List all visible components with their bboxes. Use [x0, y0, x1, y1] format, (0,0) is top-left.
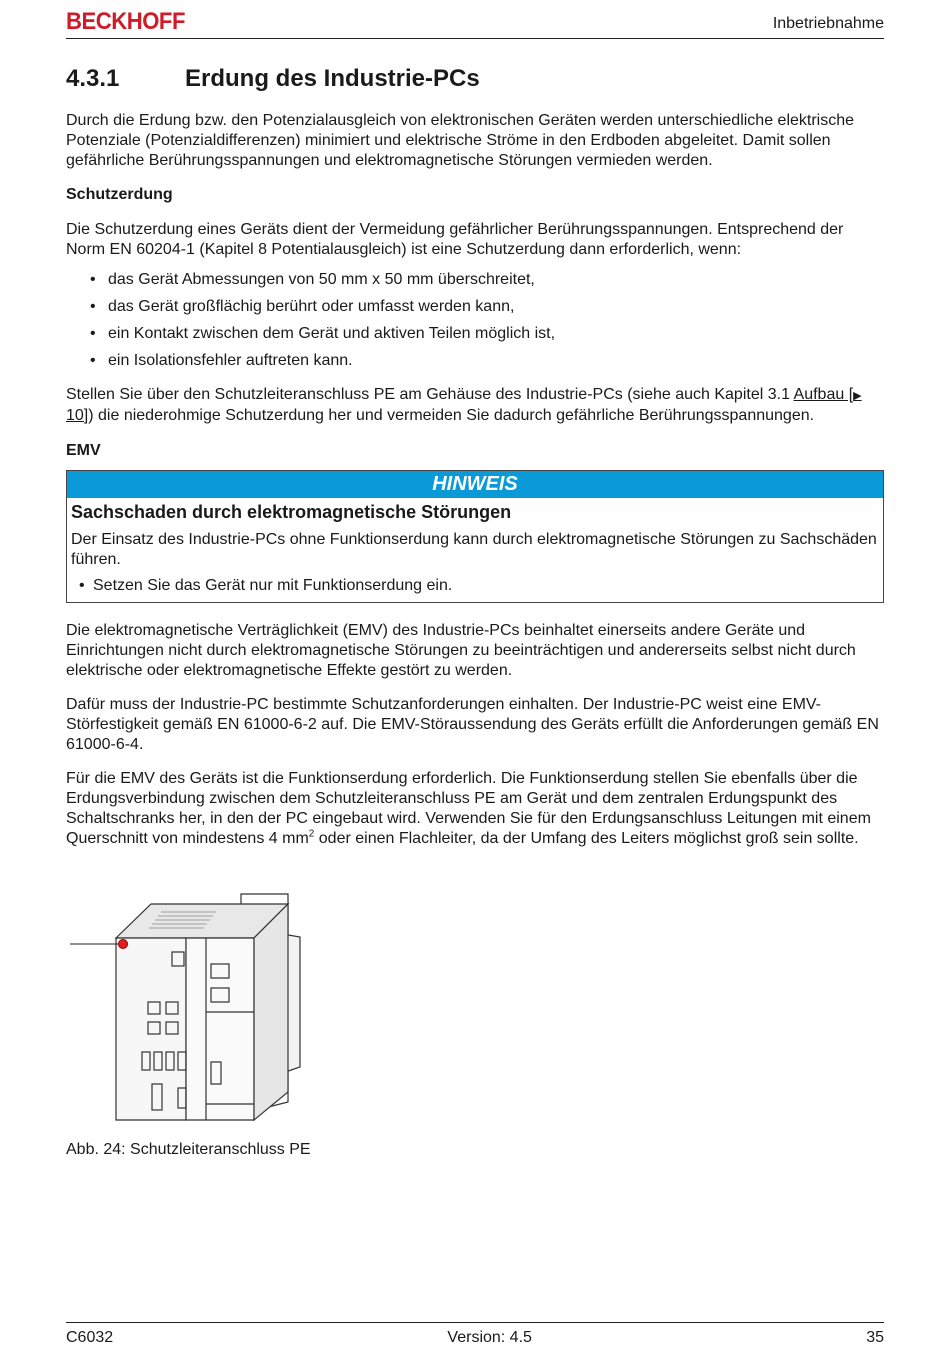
- pe-paragraph: [66, 385, 884, 426]
- emv-p3-after: oder einen Flachleiter, da der Umfang des Leiters möglichst groß sein sollte.: [314, 830, 859, 847]
- aufbau-link-page: 10]: [66, 407, 89, 424]
- pe-text-after: ) die niederohmige Schutzerdung her und vermeiden Sie dadurch gefährliche Berührungsspannungen.: [88, 407, 815, 424]
- aufbau-link-text: Aufbau [: [793, 386, 854, 403]
- emv-paragraph-3: [66, 769, 884, 849]
- superscript: 2: [308, 828, 315, 840]
- heading-number: 4.3.1: [66, 65, 120, 92]
- pe-text-before: Stellen Sie über den Schutzleiteranschluss PE am Gehäuse des Industrie-PCs (siehe auch Kapitel 3.1: [66, 386, 794, 403]
- schutzerdung-text: Die Schutzerdung eines Geräts dient der Vermeidung gefährlicher Berührungsspannungen. Entsprechend der Norm EN 60204-1 (Kapitel 8 Potentialausgleich) ist eine Schutzerdung dann erforderlich, wenn:: [66, 221, 844, 258]
- list-item: • das Gerät Abmessungen von 50 mm x 50 mm überschreitet,: [90, 270, 884, 290]
- page-header: [66, 8, 884, 39]
- schutzerdung-heading: Schutzerdung: [66, 186, 173, 203]
- emv-heading: EMV: [66, 442, 101, 459]
- pe-marker-icon: [119, 940, 128, 949]
- list-item: • ein Kontakt zwischen dem Gerät und aktiven Teilen möglich ist,: [90, 324, 884, 344]
- intro-paragraph: Durch die Erdung bzw. den Potenzialausgleich von elektronischen Geräten werden unterschiedliche elektrische Potenziale (Potenzialdifferenzen) minimiert und elektrische Ströme in den Erdboden abgeleitet. Damit sollen gefährliche Berührungsspannungen und elektromagnetische Störungen vermieden werden.: [66, 112, 855, 169]
- notice-label: HINWEIS: [67, 471, 883, 498]
- list-item: • das Gerät großflächig berührt oder umfasst werden kann,: [90, 297, 884, 317]
- notice-text: Der Einsatz des Industrie-PCs ohne Funktionserdung kann durch elektromagnetische Störungen zu Sachschäden führen.: [71, 531, 877, 568]
- emv-paragraph-1: Die elektromagnetische Verträglichkeit (EMV) des Industrie-PCs beinhaltet einerseits andere Geräte und Einrichtungen nicht durch elektromagnetische Störungen zu beeinträchtigen und andererseits selbst nicht durch elektrische oder elektromagnetische Effekte gestört zu werden.: [66, 622, 856, 679]
- industrial-pc-illustration: [66, 892, 306, 1127]
- footer-product: C6032: [66, 1329, 114, 1346]
- emv-p3-before: Für die EMV des Geräts ist die Funktionserdung erforderlich. Die Funktionserdung stellen Sie ebenfalls über die Erdungsverbindung zwischen dem Schutzleiteranschluss PE am Gerät und dem zentralen Erdungspunkt des Schaltschranks her, in den der PC eingebaut wird. Verwenden Sie für den Erdungsanschluss Leitungen mit einem Querschnitt von mindestens 4 mm: [66, 770, 871, 847]
- notice-title: Sachschaden durch elektromagnetische Störungen: [71, 502, 512, 522]
- page-footer: [66, 1322, 884, 1347]
- notice-body: [67, 498, 883, 602]
- section-heading: [66, 64, 884, 94]
- figure-caption: Abb. 24: Schutzleiteranschluss PE: [66, 1141, 311, 1158]
- ipc-figure: [66, 892, 306, 1127]
- list-item: • ein Isolationsfehler auftreten kann.: [90, 351, 884, 371]
- link-arrow-icon: ▶: [853, 390, 862, 402]
- heading-title: Erdung des Industrie-PCs: [185, 65, 480, 92]
- beckhoff-logo: BECKHOFF: [66, 8, 185, 35]
- emv-paragraph-2: Dafür muss der Industrie-PC bestimmte Schutzanforderungen einhalten. Der Industrie-PC weist eine EMV-Störfestigkeit gemäß EN 61000-6-2 auf. Die EMV-Störaussendung des Geräts erfüllt die Anforderungen gemäß EN 61000-6-4.: [66, 696, 879, 753]
- page-content: [66, 64, 884, 863]
- footer-page-number: 35: [866, 1329, 884, 1346]
- notice-list: [71, 576, 879, 596]
- footer-version: Version: 4.5: [447, 1329, 532, 1346]
- schutzerdung-list: [66, 270, 884, 371]
- notice-box: [66, 470, 884, 603]
- section-name: Inbetriebnahme: [772, 15, 884, 32]
- notice-list-item: • Setzen Sie das Gerät nur mit Funktionserdung ein.: [79, 576, 879, 596]
